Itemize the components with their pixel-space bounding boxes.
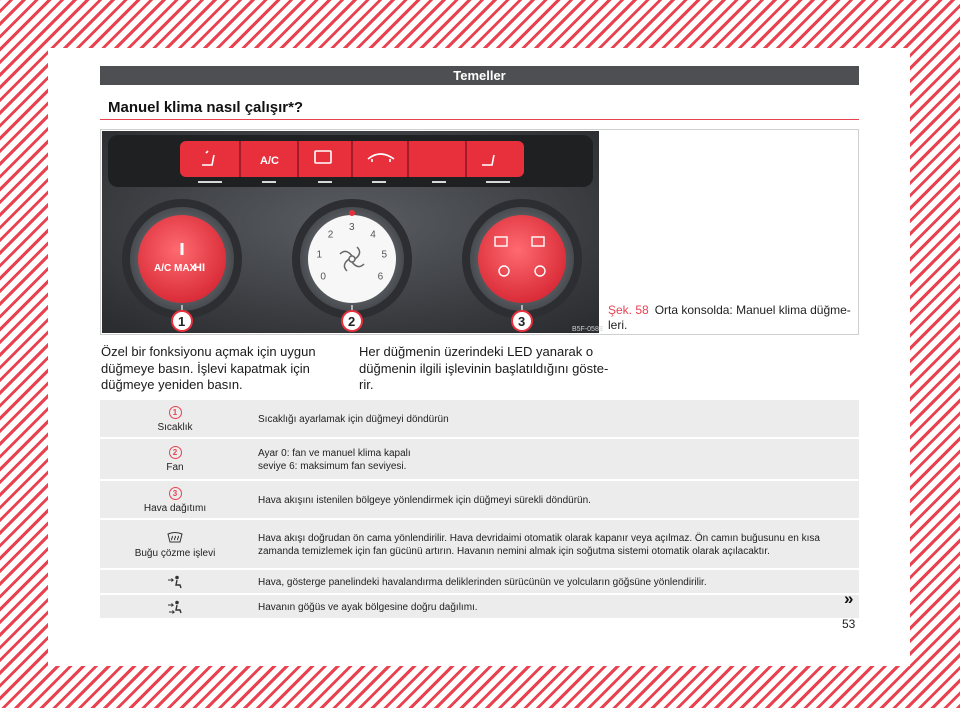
row-value <box>250 400 859 437</box>
dial2-number: 1 <box>316 249 323 261</box>
led-paragraph: Her düğmenin üzerindeki LED yanarak o düğmenin ilgili işlevinin başlatıldığını gösterir. <box>359 344 609 392</box>
row-value-text: Hava akışı doğrudan ön cama yönlendirilir. Hava devridaimi otomatik olarak kapanır veya açılmaz. Ön camın buğusunu en kısa zamanda temizlemek için fan gücünü artırın. Havanın nemini almak için soğutma sistemi otomatik olarak açılacaktır. <box>258 532 820 557</box>
windshield-defrost-icon <box>167 531 183 543</box>
row-value <box>250 570 859 593</box>
row-key-label: Sıcaklık <box>157 421 193 433</box>
row-key-label: Buğu çözme işlevi <box>134 547 216 559</box>
row-value-text: Havanın göğüs ve ayak bölgesine doğru dağılımı. <box>258 601 478 613</box>
callout-badge: 2 <box>169 446 182 459</box>
row-value <box>250 595 859 618</box>
dial2-number: 2 <box>327 229 334 241</box>
callout-badge: 3 <box>169 487 182 500</box>
title-divider <box>100 119 859 120</box>
row-value <box>250 520 859 568</box>
row-key-label: Hava dağıtımı <box>143 502 207 514</box>
callout-number: 1 <box>178 314 186 329</box>
dial2-number: 6 <box>377 271 384 283</box>
ac-button-label: A/C <box>260 155 279 167</box>
table-row <box>100 439 859 481</box>
page-number: 53 <box>842 617 856 631</box>
row-key <box>100 400 250 437</box>
row-key-label: Fan <box>166 462 184 473</box>
section-header: Temeller <box>100 66 859 85</box>
row-value-text: Ayar 0: fan ve manuel klima kapalı <box>258 447 411 459</box>
dial2-number: 3 <box>349 222 355 233</box>
dial2-number: 0 <box>320 271 326 283</box>
row-key <box>100 595 250 618</box>
airflow-chest-feet-icon <box>167 600 183 614</box>
dial2-number: 4 <box>370 229 376 241</box>
table-row <box>100 481 859 520</box>
row-value-text: seviye 6: maksimum fan seviyesi. <box>258 460 407 472</box>
table-row <box>100 570 859 595</box>
continued-mark: » <box>844 589 854 608</box>
dial1-acmax-label: A/C MAX <box>154 263 197 274</box>
row-value <box>250 481 859 518</box>
row-value <box>250 439 859 479</box>
photo-code: B5F-0583 <box>572 326 603 333</box>
table-row <box>100 595 859 620</box>
dial1-hi-label: HI <box>194 262 205 274</box>
table-row <box>100 400 859 439</box>
row-value-text: Hava akışını istenilen bölgeye yönlendirmek için düğmeyi sürekli döndürün. <box>258 494 591 506</box>
callout-number: 2 <box>348 314 356 329</box>
row-key <box>100 439 250 479</box>
row-key <box>100 570 250 593</box>
callout-badge: 1 <box>169 406 182 419</box>
intro-paragraph: Özel bir fonksiyonu açmak için uygun düğmeye basın. İşlevi kapatmak için düğmeye yeniden basın. <box>101 344 316 392</box>
row-key <box>100 520 250 568</box>
callout-number: 3 <box>518 314 526 329</box>
climate-control-photo <box>102 131 603 333</box>
row-value-text: Hava, gösterge panelindeki havalandırma deliklerinden sürücünün ve yolcuların göğsüne yönlendirilir. <box>258 576 707 588</box>
figure-caption <box>608 303 853 333</box>
dial2-number: 5 <box>381 249 388 261</box>
row-value-text: Sıcaklığı ayarlamak için düğmeyi döndürün <box>258 413 449 425</box>
figure-number: Şek. 58 <box>608 303 649 317</box>
row-key <box>100 481 250 518</box>
table-row <box>100 520 859 570</box>
airflow-chest-icon <box>167 575 183 589</box>
figure-caption-text: Orta konsolda: Manuel klima düğmeleri. <box>608 303 851 332</box>
controls-table <box>100 400 859 620</box>
page-title: Manuel klima nasıl çalışır*? <box>108 99 304 116</box>
